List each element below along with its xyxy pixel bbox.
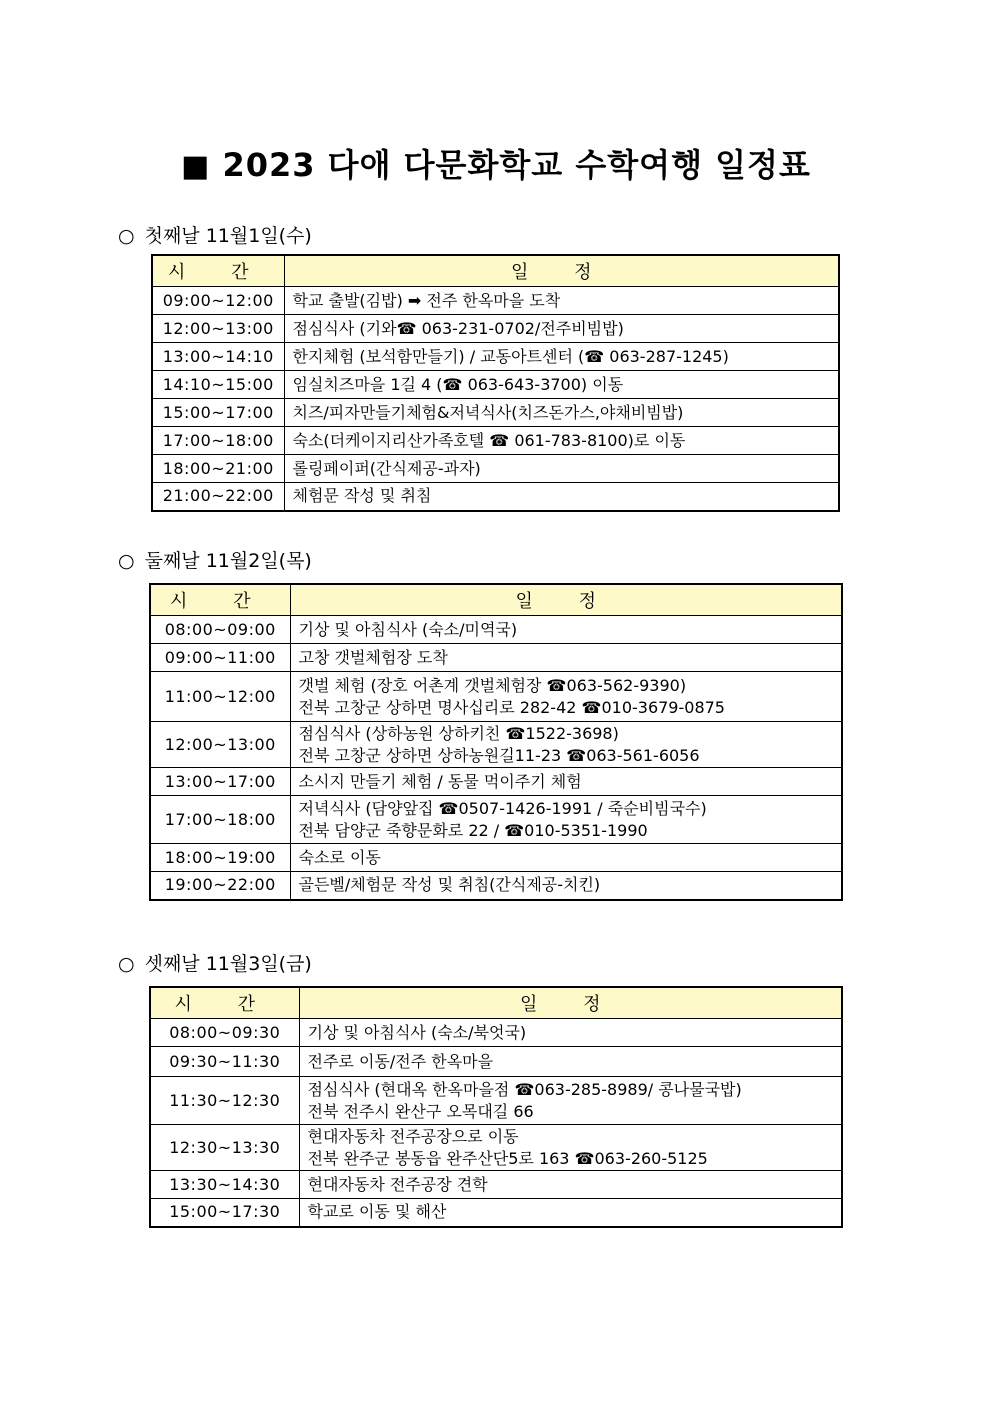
time-cell: 12:00~13:00 bbox=[152, 315, 284, 343]
schedule-line: 점심식사 (현대옥 한옥마을점 ☎063-285-8989/ 콩나물국밥) bbox=[307, 1079, 742, 1099]
schedule-cell bbox=[284, 399, 839, 427]
header-time: 시 간 bbox=[150, 584, 290, 616]
schedule-cell bbox=[290, 844, 842, 872]
table-header-row bbox=[152, 255, 839, 287]
schedule-line: 치즈/피자만들기체험&저녁식사(치즈돈가스,야채비빔밥) bbox=[292, 402, 684, 422]
time-cell: 15:00~17:00 bbox=[152, 399, 284, 427]
table-row bbox=[150, 1047, 842, 1077]
time-cell: 17:00~18:00 bbox=[152, 427, 284, 455]
schedule-cell bbox=[284, 315, 839, 343]
time-cell: 09:00~11:00 bbox=[150, 644, 290, 672]
schedule-line: 숙소로 이동 bbox=[298, 847, 381, 867]
day2-heading-text: 둘째날 11월2일(목) bbox=[144, 550, 312, 572]
table-row bbox=[150, 672, 842, 722]
schedule-cell bbox=[299, 1047, 842, 1077]
table-row bbox=[152, 399, 839, 427]
schedule-line: 갯벌 체험 (장호 어촌계 갯벌체험장 ☎063-562-9390) bbox=[298, 675, 687, 695]
schedule-cell bbox=[284, 455, 839, 483]
time-cell: 13:00~17:00 bbox=[150, 768, 290, 796]
schedule-line: 롤링페이퍼(간식제공-과자) bbox=[292, 458, 481, 478]
schedule-cell bbox=[290, 672, 842, 722]
schedule-line: 현대자동차 전주공장 견학 bbox=[307, 1174, 488, 1194]
header-schedule: 일 정 bbox=[284, 255, 839, 287]
table-row bbox=[150, 1171, 842, 1199]
schedule-line: 학교 출발(김밥) ➡ 전주 한옥마을 도착 bbox=[292, 290, 561, 310]
time-cell: 21:00~22:00 bbox=[152, 483, 284, 511]
schedule-line: 기상 및 아침식사 (숙소/미역국) bbox=[298, 619, 518, 639]
time-cell: 17:00~18:00 bbox=[150, 796, 290, 844]
table-row bbox=[150, 768, 842, 796]
schedule-cell bbox=[290, 796, 842, 844]
day2-schedule-table bbox=[149, 583, 843, 901]
schedule-cell bbox=[290, 768, 842, 796]
table-header-row bbox=[150, 987, 842, 1019]
schedule-line: 학교로 이동 및 해산 bbox=[307, 1202, 447, 1222]
circle-bullet-icon: ○ bbox=[118, 550, 135, 572]
schedule-line: 기상 및 아침식사 (숙소/북엇국) bbox=[307, 1022, 527, 1042]
table-row bbox=[152, 483, 839, 511]
time-cell: 12:00~13:00 bbox=[150, 722, 290, 768]
schedule-cell bbox=[299, 1125, 842, 1171]
time-cell: 11:00~12:00 bbox=[150, 672, 290, 722]
black-square-icon: ■ bbox=[181, 149, 211, 184]
schedule-cell bbox=[299, 1019, 842, 1047]
schedule-cell bbox=[290, 722, 842, 768]
time-cell: 15:00~17:30 bbox=[150, 1199, 299, 1227]
schedule-cell bbox=[290, 616, 842, 644]
circle-bullet-icon: ○ bbox=[118, 953, 135, 975]
schedule-line: 전북 담양군 죽향문화로 22 / ☎010-5351-1990 bbox=[298, 820, 648, 840]
time-cell: 11:30~12:30 bbox=[150, 1077, 299, 1125]
schedule-cell bbox=[299, 1199, 842, 1227]
schedule-line: 점심식사 (기와☎ 063-231-0702/전주비빔밥) bbox=[292, 318, 624, 338]
schedule-line: 소시지 만들기 체험 / 동물 먹이주기 체험 bbox=[298, 771, 582, 791]
time-cell: 09:30~11:30 bbox=[150, 1047, 299, 1077]
table-row bbox=[152, 371, 839, 399]
schedule-cell bbox=[284, 371, 839, 399]
schedule-cell bbox=[284, 427, 839, 455]
day1-heading bbox=[118, 221, 312, 248]
schedule-line: 전북 완주군 봉동읍 완주산단5로 163 ☎063-260-5125 bbox=[307, 1148, 708, 1168]
table-row bbox=[150, 872, 842, 900]
day3-heading-text: 셋째날 11월3일(금) bbox=[144, 953, 312, 975]
time-cell: 19:00~22:00 bbox=[150, 872, 290, 900]
time-cell: 14:10~15:00 bbox=[152, 371, 284, 399]
header-schedule: 일 정 bbox=[290, 584, 842, 616]
table-header-row bbox=[150, 584, 842, 616]
schedule-line: 전주로 이동/전주 한옥마을 bbox=[307, 1051, 494, 1071]
schedule-line: 골든벨/체험문 작성 및 취침(간식제공-치킨) bbox=[298, 875, 601, 895]
table-row bbox=[152, 455, 839, 483]
schedule-cell bbox=[290, 644, 842, 672]
table-row bbox=[152, 343, 839, 371]
time-cell: 09:00~12:00 bbox=[152, 287, 284, 315]
schedule-cell bbox=[290, 872, 842, 900]
schedule-line: 전북 고창군 상하면 상하농원길11-23 ☎063-561-6056 bbox=[298, 745, 700, 765]
table-row bbox=[152, 427, 839, 455]
day3-schedule-table bbox=[149, 986, 843, 1228]
schedule-line: 임실치즈마을 1길 4 (☎ 063-643-3700) 이동 bbox=[292, 374, 624, 394]
schedule-cell bbox=[299, 1077, 842, 1125]
time-cell: 18:00~21:00 bbox=[152, 455, 284, 483]
schedule-line: 전북 고창군 상하면 명사십리로 282-42 ☎010-3679-0875 bbox=[298, 697, 725, 717]
table-row bbox=[150, 616, 842, 644]
header-time: 시 간 bbox=[150, 987, 299, 1019]
header-time: 시 간 bbox=[152, 255, 284, 287]
table-row bbox=[150, 1077, 842, 1125]
table-row bbox=[152, 315, 839, 343]
schedule-line: 전북 전주시 완산구 오목대길 66 bbox=[307, 1101, 534, 1121]
table-row bbox=[150, 796, 842, 844]
day1-schedule-table bbox=[151, 254, 840, 512]
schedule-line: 현대자동차 전주공장으로 이동 bbox=[307, 1126, 519, 1146]
circle-bullet-icon: ○ bbox=[118, 225, 135, 247]
schedule-cell bbox=[284, 483, 839, 511]
day1-heading-text: 첫째날 11월1일(수) bbox=[144, 225, 312, 247]
schedule-line: 한지체험 (보석함만들기) / 교동아트센터 (☎ 063-287-1245) bbox=[292, 346, 729, 366]
time-cell: 08:00~09:30 bbox=[150, 1019, 299, 1047]
day2-heading bbox=[118, 546, 312, 573]
table-row bbox=[150, 1199, 842, 1227]
time-cell: 12:30~13:30 bbox=[150, 1125, 299, 1171]
schedule-cell bbox=[284, 287, 839, 315]
table-row bbox=[152, 287, 839, 315]
schedule-line: 저녁식사 (담양앞집 ☎0507-1426-1991 / 죽순비빔국수) bbox=[298, 798, 707, 818]
time-cell: 08:00~09:00 bbox=[150, 616, 290, 644]
table-row bbox=[150, 644, 842, 672]
page-title-text: 2023 다애 다문화학교 수학여행 일정표 bbox=[222, 146, 811, 184]
table-row bbox=[150, 1019, 842, 1047]
day3-heading bbox=[118, 949, 312, 976]
schedule-line: 점심식사 (상하농원 상하키친 ☎1522-3698) bbox=[298, 723, 619, 743]
time-cell: 18:00~19:00 bbox=[150, 844, 290, 872]
header-schedule: 일 정 bbox=[299, 987, 842, 1019]
time-cell: 13:30~14:30 bbox=[150, 1171, 299, 1199]
schedule-cell bbox=[284, 343, 839, 371]
schedule-line: 체험문 작성 및 취침 bbox=[292, 486, 432, 506]
table-row bbox=[150, 844, 842, 872]
table-row bbox=[150, 722, 842, 768]
page-title bbox=[0, 140, 992, 186]
time-cell: 13:00~14:10 bbox=[152, 343, 284, 371]
table-row bbox=[150, 1125, 842, 1171]
schedule-line: 숙소(더케이지리산가족호텔 ☎ 061-783-8100)로 이동 bbox=[292, 430, 686, 450]
schedule-cell bbox=[299, 1171, 842, 1199]
schedule-line: 고창 갯벌체험장 도착 bbox=[298, 647, 448, 667]
